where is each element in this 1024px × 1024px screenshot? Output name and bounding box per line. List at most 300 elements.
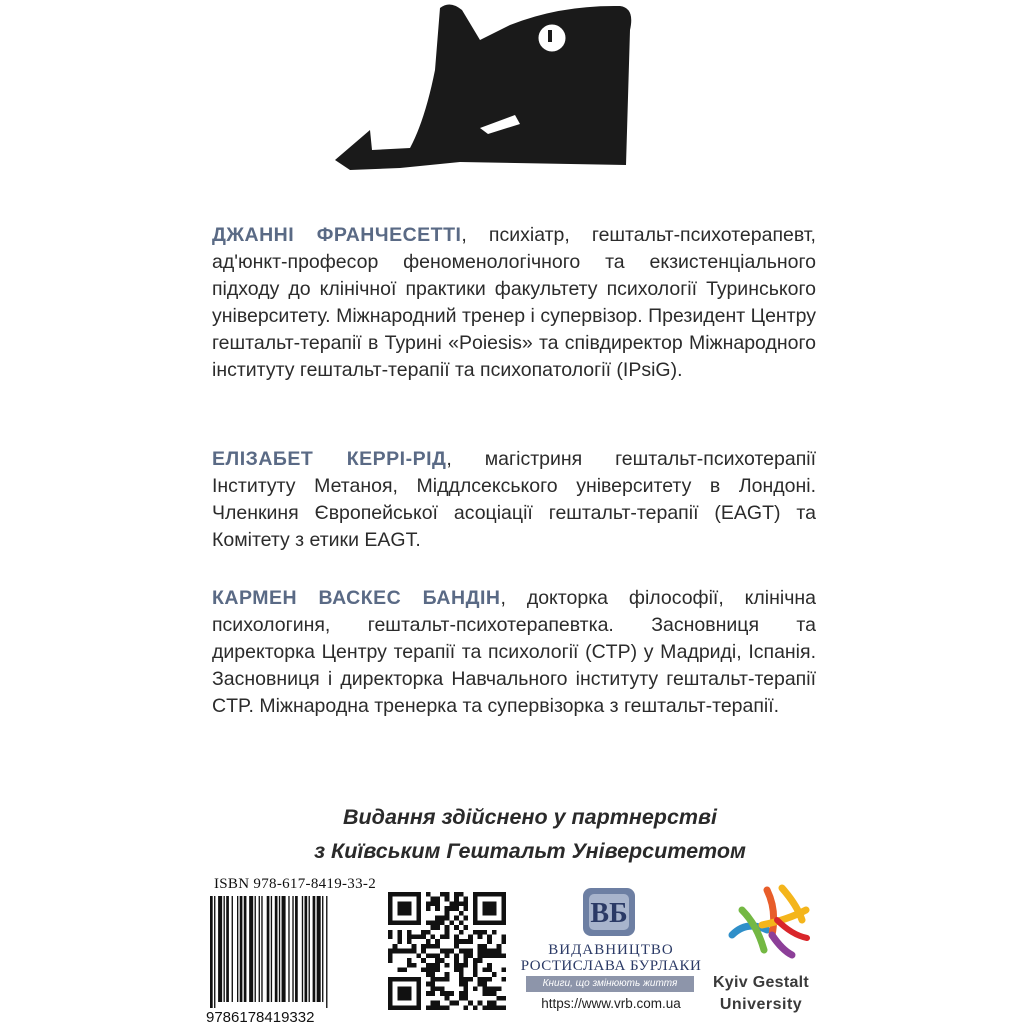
qr-module xyxy=(473,911,478,916)
qr-module xyxy=(426,930,431,935)
qr-module xyxy=(430,972,435,977)
qr-module xyxy=(397,892,402,897)
qr-module xyxy=(468,949,473,954)
qr-module xyxy=(416,920,421,925)
qr-module xyxy=(412,963,417,968)
barcode-bar xyxy=(237,896,238,1002)
qr-module xyxy=(426,1005,431,1010)
author-name: ЕЛІЗАБЕТ КЕРРІ-РІД xyxy=(212,448,447,470)
qr-module xyxy=(397,906,402,911)
qr-module xyxy=(454,934,459,939)
qr-module xyxy=(388,934,393,939)
qr-module xyxy=(412,949,417,954)
barcode-bar xyxy=(305,896,308,1002)
qr-module xyxy=(464,916,469,921)
qr-module xyxy=(426,982,431,987)
qr-module xyxy=(478,930,483,935)
qr-module xyxy=(492,991,497,996)
qr-module xyxy=(459,968,464,973)
qr-module xyxy=(445,991,450,996)
qr-module xyxy=(407,911,412,916)
barcode-bar xyxy=(288,896,289,1002)
qr-module xyxy=(501,892,506,897)
qr-module xyxy=(397,996,402,1001)
qr-module xyxy=(397,939,402,944)
isbn-label: ISBN 978-617-8419-33-2 xyxy=(214,876,377,892)
qr-module xyxy=(497,949,502,954)
qr-module xyxy=(412,1005,417,1010)
qr-module xyxy=(487,1005,492,1010)
qr-module xyxy=(397,911,402,916)
qr-module xyxy=(440,892,445,897)
qr-module xyxy=(473,958,478,963)
qr-module xyxy=(482,977,487,982)
qr-module xyxy=(421,949,426,954)
qr-module xyxy=(464,991,469,996)
qr-module xyxy=(459,996,464,1001)
author-name: КАРМЕН ВАСКЕС БАНДІН xyxy=(212,587,501,609)
qr-module xyxy=(478,1001,483,1006)
qr-module xyxy=(473,906,478,911)
qr-module xyxy=(402,906,407,911)
qr-module xyxy=(416,906,421,911)
qr-module xyxy=(482,944,487,949)
barcode-bar xyxy=(232,896,233,1002)
qr-module xyxy=(416,934,421,939)
qr-module xyxy=(459,892,464,897)
qr-module xyxy=(487,892,492,897)
qr-module xyxy=(435,963,440,968)
qr-module xyxy=(445,916,450,921)
barcode-bar xyxy=(302,896,303,1002)
qr-module xyxy=(497,944,502,949)
qr-module xyxy=(388,916,393,921)
qr-module xyxy=(440,991,445,996)
qr-module xyxy=(421,934,426,939)
qr-module xyxy=(407,958,412,963)
author-bio-text: , психіатр, гештальт-психотерапевт, ад'юнкт-професор феноменологічного та екзистенціального підходу до клінічної практики факультету психології Туринського університету. Міжнародний тренер і супервізор. Президент Центру гештальт-терапії в Турині «Poiesis» та співдиректор Міжнародного інституту гештальт-терапії та психопатології (IPsiG). xyxy=(212,224,816,381)
qr-module xyxy=(473,892,478,897)
qr-module xyxy=(388,1001,393,1006)
barcode-bar xyxy=(224,896,225,1002)
qr-module xyxy=(426,991,431,996)
publisher-logo-icon xyxy=(580,882,638,940)
qr-module xyxy=(459,949,464,954)
partnership-note xyxy=(200,800,860,868)
qr-module xyxy=(482,982,487,987)
qr-module xyxy=(430,925,435,930)
qr-module xyxy=(501,916,506,921)
qr-module xyxy=(430,944,435,949)
qr-module xyxy=(388,930,393,935)
qr-module xyxy=(459,939,464,944)
qr-module xyxy=(501,911,506,916)
barcode-bar xyxy=(210,896,213,1008)
qr-module xyxy=(430,934,435,939)
barcode-bar xyxy=(282,896,286,1002)
qr-module xyxy=(482,986,487,991)
qr-module xyxy=(487,911,492,916)
qr-module xyxy=(445,972,450,977)
qr-module xyxy=(487,963,492,968)
qr-module xyxy=(492,930,497,935)
qr-module xyxy=(435,977,440,982)
qr-module xyxy=(430,991,435,996)
qr-module xyxy=(497,1005,502,1010)
qr-module xyxy=(487,986,492,991)
qr-module xyxy=(497,892,502,897)
qr-module xyxy=(416,991,421,996)
qr-module xyxy=(393,892,398,897)
qr-module xyxy=(445,996,450,1001)
bio-vazquez-bandin xyxy=(212,585,816,720)
qr-module xyxy=(393,1005,398,1010)
qr-module xyxy=(426,953,431,958)
qr-module xyxy=(416,901,421,906)
qr-module xyxy=(473,901,478,906)
qr-module xyxy=(440,934,445,939)
qr-module xyxy=(440,1005,445,1010)
qr-module xyxy=(473,930,478,935)
qr-module xyxy=(487,953,492,958)
qr-module xyxy=(402,991,407,996)
cover-illustration xyxy=(330,0,660,200)
qr-module xyxy=(407,996,412,1001)
qr-module xyxy=(478,949,483,954)
qr-module xyxy=(464,958,469,963)
qr-module xyxy=(388,920,393,925)
barcode-bar xyxy=(259,896,260,1002)
qr-module xyxy=(388,901,393,906)
qr-module xyxy=(468,977,473,982)
qr-module xyxy=(459,991,464,996)
qr-module xyxy=(482,949,487,954)
qr-module xyxy=(388,986,393,991)
qr-module xyxy=(487,901,492,906)
qr-module xyxy=(492,949,497,954)
qr-module xyxy=(492,892,497,897)
qr-module xyxy=(407,1005,412,1010)
qr-module xyxy=(478,892,483,897)
qr-module xyxy=(459,977,464,982)
qr-module xyxy=(407,986,412,991)
qr-module xyxy=(464,996,469,1001)
qr-module xyxy=(435,958,440,963)
qr-module xyxy=(487,939,492,944)
isbn-barcode xyxy=(206,896,376,1024)
barcode-bar xyxy=(249,896,253,1002)
qr-module xyxy=(482,906,487,911)
qr-module xyxy=(478,958,483,963)
qr-module xyxy=(412,977,417,982)
qr-module xyxy=(416,1005,421,1010)
qr-module xyxy=(426,892,431,897)
barcode-bar xyxy=(326,896,327,1008)
qr-module xyxy=(454,963,459,968)
barcode-bar xyxy=(271,896,272,1002)
qr-module xyxy=(487,949,492,954)
qr-module xyxy=(402,986,407,991)
qr-module xyxy=(492,920,497,925)
qr-module xyxy=(449,949,454,954)
qr-module xyxy=(445,892,450,897)
qr-module xyxy=(497,986,502,991)
qr-module xyxy=(388,953,393,958)
qr-module xyxy=(464,949,469,954)
qr-module xyxy=(492,972,497,977)
qr-module xyxy=(445,953,450,958)
qr-module xyxy=(416,892,421,897)
qr-module xyxy=(407,977,412,982)
qr-module xyxy=(445,1005,450,1010)
qr-module xyxy=(454,901,459,906)
qr-module xyxy=(473,916,478,921)
qr-module xyxy=(397,901,402,906)
qr-module xyxy=(430,1005,435,1010)
university-name-line-2: University xyxy=(719,996,803,1013)
qr-module xyxy=(430,982,435,987)
qr-module xyxy=(501,901,506,906)
qr-module xyxy=(482,920,487,925)
qr-module xyxy=(397,977,402,982)
qr-module xyxy=(492,911,497,916)
qr-module xyxy=(454,925,459,930)
qr-module xyxy=(492,1001,497,1006)
qr-module xyxy=(459,930,464,935)
qr-module xyxy=(454,892,459,897)
qr-module xyxy=(397,949,402,954)
qr-module xyxy=(426,944,431,949)
bio-kerry-reed xyxy=(212,446,816,554)
qr-module xyxy=(464,953,469,958)
qr-module xyxy=(473,972,478,977)
qr-module xyxy=(426,972,431,977)
qr-module xyxy=(435,901,440,906)
qr-module xyxy=(407,939,412,944)
qr-module xyxy=(454,944,459,949)
qr-module xyxy=(397,968,402,973)
qr-module xyxy=(459,963,464,968)
qr-module xyxy=(501,996,506,1001)
qr-module xyxy=(497,953,502,958)
qr-module xyxy=(402,968,407,973)
barcode-bar xyxy=(214,896,215,1008)
publisher-name-line-2: РОСТИСЛАВА БУРЛАКИ xyxy=(520,958,702,974)
barcode-bar xyxy=(226,896,229,1002)
qr-module xyxy=(426,901,431,906)
qr-module xyxy=(454,953,459,958)
qr-module xyxy=(407,949,412,954)
qr-module xyxy=(435,944,440,949)
qr-module xyxy=(487,934,492,939)
qr-module xyxy=(402,1005,407,1010)
qr-module xyxy=(388,1005,393,1010)
qr-module xyxy=(487,1001,492,1006)
qr-module xyxy=(435,1001,440,1006)
qr-module xyxy=(430,920,435,925)
qr-module xyxy=(482,911,487,916)
svg-text:ВБ: ВБ xyxy=(590,898,628,929)
qr-module xyxy=(478,982,483,987)
qr-module xyxy=(464,982,469,987)
qr-module xyxy=(435,925,440,930)
qr-module xyxy=(430,901,435,906)
qr-module xyxy=(397,930,402,935)
qr-module xyxy=(430,1001,435,1006)
barcode-bar xyxy=(244,896,247,1002)
publisher-url: https://www.vrb.com.ua xyxy=(541,996,681,1011)
qr-module xyxy=(440,958,445,963)
qr-module xyxy=(435,939,440,944)
qr-module xyxy=(473,897,478,902)
qr-module xyxy=(421,944,426,949)
qr-module xyxy=(464,963,469,968)
barcode-bar xyxy=(295,896,298,1002)
qr-module xyxy=(454,958,459,963)
qr-module xyxy=(416,986,421,991)
barcode-bar xyxy=(317,896,321,1002)
qr-module xyxy=(492,901,497,906)
qr-module xyxy=(492,906,497,911)
qr-module xyxy=(482,901,487,906)
qr-module xyxy=(397,1005,402,1010)
qr-module xyxy=(492,986,497,991)
barcode-bar xyxy=(240,896,243,1002)
qr-module xyxy=(445,930,450,935)
qr-module xyxy=(501,920,506,925)
qr-module xyxy=(407,892,412,897)
barcode-digits: 9786178419332 xyxy=(206,1009,315,1024)
qr-module xyxy=(421,958,426,963)
qr-module xyxy=(473,920,478,925)
qr-module xyxy=(397,991,402,996)
qr-module xyxy=(407,920,412,925)
qr-module xyxy=(464,901,469,906)
qr-module xyxy=(388,897,393,902)
qr-module xyxy=(416,953,421,958)
qr-module xyxy=(482,892,487,897)
qr-module xyxy=(407,991,412,996)
qr-module xyxy=(412,934,417,939)
qr-module xyxy=(497,920,502,925)
qr-module xyxy=(464,939,469,944)
qr-module xyxy=(478,920,483,925)
qr-module xyxy=(426,906,431,911)
qr-module xyxy=(440,949,445,954)
qr-module xyxy=(435,920,440,925)
qr-module xyxy=(445,963,450,968)
qr-module xyxy=(412,944,417,949)
qr-module xyxy=(445,906,450,911)
bio-francesetti xyxy=(212,222,816,384)
qr-module xyxy=(482,930,487,935)
qr-module xyxy=(464,925,469,930)
qr-module xyxy=(430,986,435,991)
qr-module xyxy=(388,958,393,963)
qr-module xyxy=(454,1001,459,1006)
qr-module xyxy=(416,897,421,902)
qr-module xyxy=(416,1001,421,1006)
qr-module xyxy=(416,996,421,1001)
qr-module xyxy=(497,996,502,1001)
publisher-slogan: Книги, що змінюють життя xyxy=(526,976,694,992)
qr-module xyxy=(454,906,459,911)
qr-module xyxy=(435,986,440,991)
qr-module xyxy=(473,963,478,968)
partnership-line-1: Видання здійснено у партнерстві xyxy=(343,805,717,829)
qr-module xyxy=(397,934,402,939)
qr-module xyxy=(464,1005,469,1010)
qr-module xyxy=(501,906,506,911)
barcode-bar xyxy=(261,896,262,1002)
qr-module xyxy=(449,906,454,911)
qr-module xyxy=(407,963,412,968)
qr-module xyxy=(445,897,450,902)
qr-module xyxy=(487,977,492,982)
qr-module xyxy=(468,934,473,939)
qr-module xyxy=(402,892,407,897)
qr-module xyxy=(402,977,407,982)
qr-module xyxy=(440,916,445,921)
qr-module xyxy=(393,977,398,982)
qr-module xyxy=(501,934,506,939)
qr-module xyxy=(388,982,393,987)
qr-module xyxy=(464,986,469,991)
partnership-line-2: з Київським Гештальт Університетом xyxy=(314,839,746,863)
qr-module xyxy=(407,906,412,911)
qr-module xyxy=(449,1001,454,1006)
qr-module xyxy=(501,939,506,944)
qr-module xyxy=(473,986,478,991)
qr-module xyxy=(416,911,421,916)
barcode-bar xyxy=(313,896,316,1002)
qr-module xyxy=(435,897,440,902)
author-name: ДЖАННІ ФРАНЧЕСЕТТІ xyxy=(212,224,462,246)
university-name-line-1: Kyiv Gestalt xyxy=(712,974,810,991)
qr-module xyxy=(402,920,407,925)
qr-module xyxy=(435,906,440,911)
qr-module xyxy=(449,920,454,925)
qr-module xyxy=(445,911,450,916)
qr-module xyxy=(407,934,412,939)
qr-module xyxy=(478,977,483,982)
qr-module xyxy=(402,949,407,954)
qr-module xyxy=(501,953,506,958)
qr-module xyxy=(445,934,450,939)
qr-module xyxy=(445,977,450,982)
qr-code xyxy=(388,892,506,1010)
qr-module xyxy=(426,963,431,968)
qr-module xyxy=(449,901,454,906)
qr-module xyxy=(501,897,506,902)
barcode-bar xyxy=(267,896,270,1002)
qr-module xyxy=(388,977,393,982)
qr-module xyxy=(501,968,506,973)
qr-module xyxy=(430,968,435,973)
kyiv-gestalt-university-logo-icon xyxy=(722,880,812,962)
qr-module xyxy=(464,977,469,982)
qr-module xyxy=(435,953,440,958)
qr-module xyxy=(445,925,450,930)
qr-module xyxy=(430,963,435,968)
qr-module xyxy=(454,939,459,944)
qr-module xyxy=(426,968,431,973)
qr-module xyxy=(459,920,464,925)
qr-module xyxy=(468,939,473,944)
qr-module xyxy=(492,953,497,958)
qr-module xyxy=(454,916,459,921)
qr-module xyxy=(487,906,492,911)
